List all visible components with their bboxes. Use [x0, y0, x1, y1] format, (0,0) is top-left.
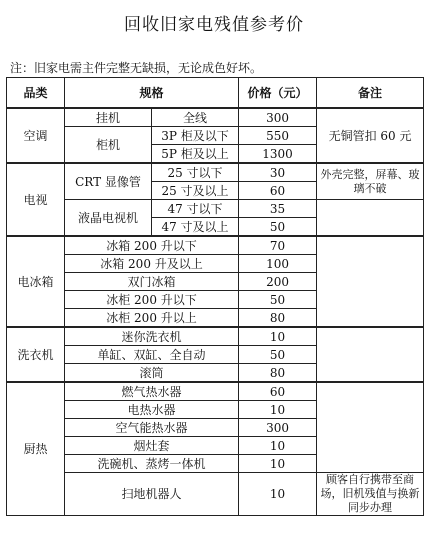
spec-cell: 空气能热水器: [65, 419, 239, 437]
spec-cell: 3P 柜及以下: [152, 127, 239, 145]
spec-cell: 冰柜 200 升以上: [65, 309, 239, 328]
header-price: 价格（元）: [239, 78, 317, 109]
remark-cell-empty: [317, 200, 424, 237]
table-row: [7, 108, 424, 127]
price-cell: 10: [239, 437, 317, 455]
header-category: 品类: [7, 78, 65, 109]
price-cell: 10: [239, 473, 317, 516]
spec-cell: 扫地机器人: [65, 473, 239, 516]
price-cell: 200: [239, 273, 317, 291]
price-cell: 80: [239, 364, 317, 383]
spec-cell: 冰柜 200 升以下: [65, 291, 239, 309]
price-cell: 50: [239, 291, 317, 309]
header-spec: 规格: [65, 78, 239, 109]
price-cell: 10: [239, 401, 317, 419]
spec-cell: 冰箱 200 升及以上: [65, 255, 239, 273]
category-kitchen: 厨热: [7, 382, 65, 516]
price-cell: 300: [239, 419, 317, 437]
category-washer: 洗衣机: [7, 327, 65, 382]
spec-cell: 洗碗机、蒸烤一体机: [65, 455, 239, 473]
spec-cell: 迷你洗衣机: [65, 327, 239, 346]
table-row: [7, 382, 424, 401]
spec-cell: 烟灶套: [65, 437, 239, 455]
spec-cell: 冰箱 200 升以下: [65, 236, 239, 255]
table-row: [7, 200, 424, 218]
subtype-cell: 挂机: [65, 108, 152, 127]
price-cell: 100: [239, 255, 317, 273]
table-row: [7, 327, 424, 346]
price-cell: 1300: [239, 145, 317, 164]
category-fridge: 电冰箱: [7, 236, 65, 327]
price-cell: 550: [239, 127, 317, 145]
subtype-cell: 液晶电视机: [65, 200, 152, 237]
price-cell: 50: [239, 218, 317, 237]
spec-cell: 全线: [152, 108, 239, 127]
spec-cell: 双门冰箱: [65, 273, 239, 291]
remark-cell: 顾客自行携带至商场，旧机残值与换新同步办理: [317, 473, 424, 516]
category-tv: 电视: [7, 163, 65, 236]
price-cell: 10: [239, 455, 317, 473]
price-cell: 70: [239, 236, 317, 255]
remark-cell: 无铜管扣 60 元: [317, 108, 424, 163]
remark-cell-empty: [317, 236, 424, 327]
spec-cell: 47 寸以下: [152, 200, 239, 218]
remark-cell-empty: [317, 327, 424, 382]
spec-cell: 单缸、双缸、全自动: [65, 346, 239, 364]
price-cell: 60: [239, 182, 317, 200]
price-cell: 10: [239, 327, 317, 346]
price-cell: 30: [239, 163, 317, 182]
table-row: [7, 163, 424, 182]
price-table: [6, 77, 424, 516]
header-remark: 备注: [317, 78, 424, 109]
page-title: 回收旧家电残值参考价: [124, 15, 304, 35]
remark-cell: 外壳完整，屏幕、玻璃不破: [317, 163, 424, 200]
remark-cell-empty: [317, 382, 424, 473]
table-row: [7, 236, 424, 255]
spec-cell: 电热水器: [65, 401, 239, 419]
subtype-cell: 柜机: [65, 127, 152, 164]
spec-cell: 47 寸及以上: [152, 218, 239, 237]
spec-cell: 滚筒: [65, 364, 239, 383]
table-row: [7, 473, 424, 516]
note-text: 注：旧家电需主件完整无缺损，无论成色好坏。: [10, 61, 263, 75]
spec-cell: 25 寸以下: [152, 163, 239, 182]
subtype-cell: CRT 显像管: [65, 163, 152, 200]
table-header-row: [7, 78, 424, 109]
spec-cell: 25 寸及以上: [152, 182, 239, 200]
price-cell: 80: [239, 309, 317, 328]
price-cell: 35: [239, 200, 317, 218]
spec-cell: 燃气热水器: [65, 382, 239, 401]
price-cell: 50: [239, 346, 317, 364]
price-cell: 60: [239, 382, 317, 401]
price-cell: 300: [239, 108, 317, 127]
spec-cell: 5P 柜及以上: [152, 145, 239, 164]
category-ac: 空调: [7, 108, 65, 163]
